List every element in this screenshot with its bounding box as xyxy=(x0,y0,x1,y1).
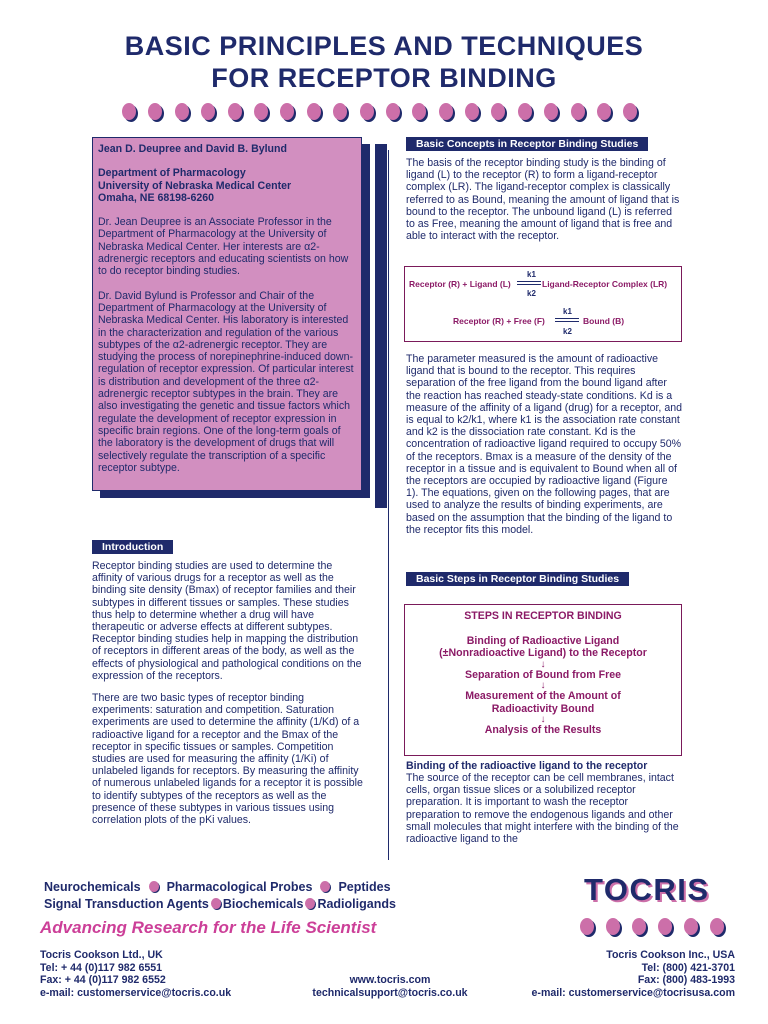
footer-dot-row xyxy=(580,918,736,935)
equation-2-k1: k1 xyxy=(563,307,572,316)
bio-bylund: Dr. David Bylund is Professor and Chair of the Department of Pharmacology at the University of Nebraska Medical Center. His laboratory is interested in the characterization and regulation of the various subtypes of the α2-adrenergic receptor. They are studying the process of norepinephrine-induced down-regulation of receptor expression. Of particular interest is distribution and development of the three α2-adrenergic receptor subtypes in the brain. They are also investigating the genetic and tissue factors which regulate the development of receptor expression in specific brain regions. One of the long-term goals of the laboratory is the development of drugs that will selectively regulate the transcription of a specific receptor subtype. xyxy=(98,289,354,474)
bullet-icon xyxy=(305,898,315,909)
steps-box xyxy=(404,604,682,756)
dot-icon xyxy=(632,918,646,935)
dot-icon xyxy=(623,103,637,120)
us-email[interactable]: e-mail: customerservice@tocrisusa.com xyxy=(531,986,735,999)
affiliation xyxy=(98,167,355,204)
step-4: Analysis of the Results xyxy=(484,724,602,736)
dot-icon xyxy=(307,103,321,120)
page-title-line-1: BASIC PRINCIPLES AND TECHNIQUES xyxy=(124,31,644,61)
step-2: Separation of Bound from Free xyxy=(465,668,621,681)
dot-icon xyxy=(386,103,400,120)
dot-icon xyxy=(544,103,558,120)
equation-2-k2: k2 xyxy=(563,327,572,336)
uk-fax: Fax: + 44 (0)117 982 6552 xyxy=(40,974,166,987)
step-1: Binding of Radioactive Ligand (±Nonradioactive Ligand) to the Receptor xyxy=(439,634,647,659)
bullet-icon xyxy=(211,898,221,909)
dot-icon xyxy=(465,103,479,120)
product-biochemicals: Biochemicals xyxy=(222,897,304,911)
product-line-1 xyxy=(44,880,391,894)
dot-icon xyxy=(228,103,242,120)
dot-icon xyxy=(280,103,294,120)
introduction-label: Introduction xyxy=(92,540,173,554)
bullet-icon xyxy=(149,881,159,892)
equilibrium-arrow-icon xyxy=(517,280,541,286)
equation-1-k1: k1 xyxy=(527,270,536,279)
introduction-body xyxy=(92,560,364,836)
tagline: Advancing Research for the Life Scientist xyxy=(40,918,377,937)
affiliation-department: Department of Pharmacology xyxy=(98,167,246,180)
dot-icon xyxy=(175,103,189,120)
contact-web xyxy=(300,974,480,999)
us-company: Tocris Cookson Inc., USA xyxy=(606,949,735,961)
dot-icon xyxy=(439,103,453,120)
dot-icon xyxy=(710,918,724,935)
equation-2-left: Receptor (R) + Free (F) xyxy=(453,316,545,326)
basic-concepts-para-1: The basis of the receptor binding study is the binding of ligand (L) to the receptor (R) to form a ligand-receptor complex (LR). The ligand-receptor complex is classically referred to as Bound, meaning the amount of ligand that is bound to the receptor. The unbound ligand (L) is referred to as Free, meaning the amount of ligand that is free and able to interact with the receptor. xyxy=(406,157,680,243)
dot-icon xyxy=(201,103,215,120)
uk-company: Tocris Cookson Ltd., UK xyxy=(40,949,163,961)
product-signal-transduction: Signal Transduction Agents xyxy=(44,897,209,911)
bullet-icon xyxy=(320,881,330,892)
dot-icon xyxy=(333,103,347,120)
equation-1-left: Receptor (R) + Ligand (L) xyxy=(409,279,511,289)
uk-phone: Tel: + 44 (0)117 982 6551 xyxy=(40,961,163,974)
dot-icon xyxy=(491,103,505,120)
equation-box xyxy=(404,266,682,342)
equilibrium-arrow-icon xyxy=(555,317,579,323)
binding-subheading: Binding of the radioactive ligand to the receptor xyxy=(406,760,648,772)
column-divider-line xyxy=(388,150,389,860)
contact-usa xyxy=(490,949,735,999)
support-email[interactable]: technicalsupport@tocris.co.uk xyxy=(312,986,468,999)
steps-box-title: STEPS IN RECEPTOR BINDING xyxy=(464,610,622,622)
equation-2-right: Bound (B) xyxy=(583,316,625,326)
introduction-para-2: There are two basic types of receptor binding experiments: saturation and competition. Saturation experiments are used to determine the affinity (1/Kd) of a radioactive ligand for a receptor and the Bmax of the receptor in specific tissues or samples. Competition studies are used for measuring the affinity (1/Ki) of unlabeled ligands for receptors. By measuring the affinity of numerous unlabeled ligands for a receptor it is possible to identify subtypes of the receptors as well as the presence of these subtypes in various tissues using correlation plots of the pKi values. xyxy=(92,692,363,827)
down-arrow-icon: ↓ xyxy=(540,680,546,691)
dot-icon xyxy=(597,103,611,120)
dot-icon xyxy=(360,103,374,120)
basic-concepts-para-2: The parameter measured is the amount of radioactive ligand that is bound to the receptor. This requires separation of the free ligand from the bound ligand after the reaction has reached steady-state conditions. Kd is a measure of the affinity of a ligand (drug) for a receptor, and is equal to k2/k1, where k1 is the association rate constant and k2 is the dissociation rate constant. Kd is the concentration of radioactive ligand required to occupy 50% of the receptors. Bmax is a measure of the density of the receptor in a tissue and is equivalent to Bound when all of the receptors are occupied by radioactive ligand (Figure 1). The equations, given on the following pages, that are used to analyze the results of binding experiments, are based on the assumption that the binding of the ligand to the receptor fits this model. xyxy=(406,353,682,536)
equation-1-right: Ligand-Receptor Complex (LR) xyxy=(542,279,668,289)
product-line-2 xyxy=(44,897,396,911)
uk-email[interactable]: e-mail: customerservice@tocris.co.uk xyxy=(40,986,232,999)
basic-steps-label: Basic Steps in Receptor Binding Studies xyxy=(406,572,629,586)
dot-icon xyxy=(122,103,136,120)
product-peptides: Peptides xyxy=(338,880,391,894)
dot-icon xyxy=(658,918,672,935)
down-arrow-icon: ↓ xyxy=(540,714,546,725)
binding-para: The source of the receptor can be cell membranes, intact cells, organ tissue slices or a solubilized receptor preparation. It is important to wash the receptor preparation to remove the endogenous ligands and other small molecules that might interfere with the binding of the radioactive ligand to the xyxy=(406,772,679,846)
dot-icon xyxy=(518,103,532,120)
column-divider-bar xyxy=(375,144,387,508)
equation-1-k2: k2 xyxy=(527,289,536,298)
product-neurochemicals: Neurochemicals xyxy=(44,880,141,894)
contact-uk xyxy=(40,949,231,999)
product-radioligands: Radioligands xyxy=(317,897,396,911)
dot-icon xyxy=(148,103,162,120)
author-box xyxy=(92,137,362,491)
website-link[interactable]: www.tocris.com xyxy=(349,974,431,986)
dot-icon xyxy=(254,103,268,120)
decorative-dot-row xyxy=(122,103,650,120)
tocris-logo: TOCRIS xyxy=(584,872,710,907)
affiliation-address: Omaha, NE 68198-6260 xyxy=(98,191,215,204)
basic-concepts-label: Basic Concepts in Receptor Binding Studies xyxy=(406,137,648,151)
authors: Jean D. Deupree and David B. Bylund xyxy=(98,143,287,155)
dot-icon xyxy=(606,918,620,935)
step-3: Measurement of the Amount of Radioactivity Bound xyxy=(465,690,621,715)
down-arrow-icon: ↓ xyxy=(540,658,546,670)
product-pharmacological-probes: Pharmacological Probes xyxy=(166,880,313,894)
introduction-para-1: Receptor binding studies are used to determine the affinity of various drugs for a receptor as well as the binding site density (Bmax) of receptor families and their subtypes in different tissues or samples. These studies thus help to determine whether a drug will have therapeutic or adverse effects at different subtypes. Receptor binding studies help in mapping the distribution of receptors in different areas of the body, as well as the effects of physiological and pathological conditions on the expression of the receptors. xyxy=(92,560,362,682)
us-fax: Fax: (800) 483-1993 xyxy=(637,974,735,987)
dot-icon xyxy=(684,918,698,935)
bio-deupree: Dr. Jean Deupree is an Associate Professor in the Department of Pharmacology at the University of Nebraska Medical Center. Her interests are α2-adrenergic receptors and educating scientists on how to do receptor binding studies. xyxy=(98,216,349,278)
dot-icon xyxy=(412,103,426,120)
affiliation-university: University of Nebraska Medical Center xyxy=(98,179,292,192)
page-title-line-2: FOR RECEPTOR BINDING xyxy=(211,63,557,93)
dot-icon xyxy=(571,103,585,120)
us-phone: Tel: (800) 421-3701 xyxy=(641,961,735,974)
dot-icon xyxy=(580,918,594,935)
